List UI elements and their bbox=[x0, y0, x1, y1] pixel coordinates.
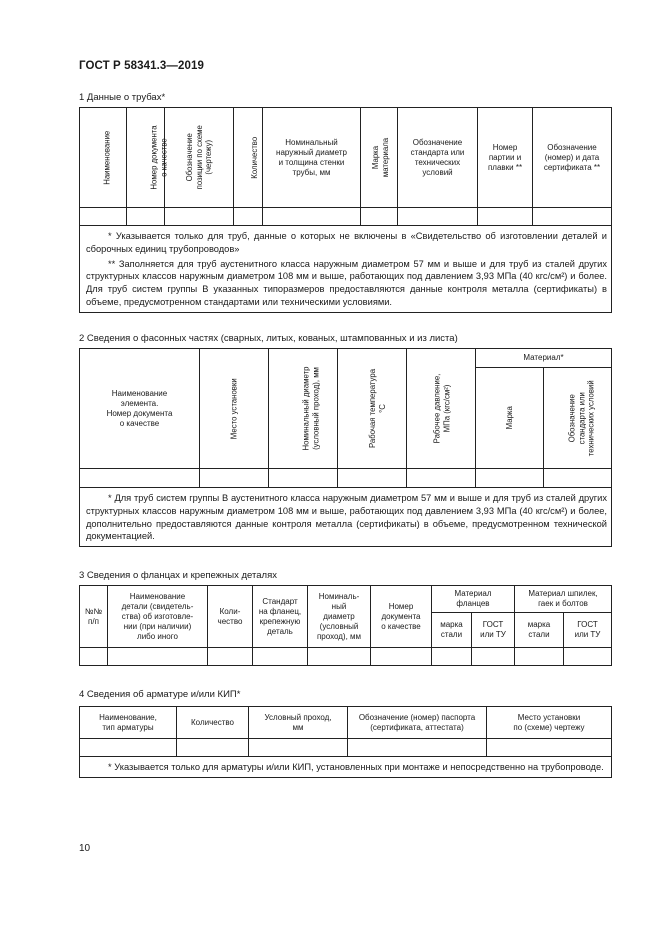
col-diameter-header: Номинальный наружный диаметр и толщина стенки трубы, мм bbox=[263, 108, 361, 208]
col-place-header: Место установки bbox=[200, 349, 269, 469]
footnote-1: * Указывается только для труб, данные о которых не включены в «Свидетельство об изготовлении деталей и сборочных единиц трубопроводов» bbox=[86, 231, 607, 254]
col-nominal-bore-header: Условный проход, мм bbox=[249, 707, 348, 739]
col-batch-header: Номер партии и плавки ** bbox=[478, 108, 533, 208]
col-material-header: Марка материала bbox=[361, 108, 398, 208]
footnote: * Указывается только для арматуры и/или КИП, установленных при монтаже и непосредственно на трубопроводе. bbox=[108, 762, 604, 772]
col-position-header: Обозначение позиции по схеме (чертежу) bbox=[165, 108, 234, 208]
pipes-table bbox=[79, 107, 612, 313]
col-element-name-header: Наименование элемента. Номер документа о качестве bbox=[80, 349, 200, 469]
col-material-group-header: Материал* bbox=[476, 349, 612, 368]
section4-notes bbox=[80, 757, 612, 778]
col-diameter-header: Номинальный диаметр (условный проход), мм bbox=[269, 349, 338, 469]
col-quantity-header: Количество bbox=[234, 108, 263, 208]
col-standard-header: Обозначение стандарта или технических условий bbox=[398, 108, 478, 208]
col-grade-header: Марка bbox=[476, 368, 544, 469]
table-row bbox=[80, 739, 612, 757]
col-quality-doc-header: Номер документа о качестве bbox=[371, 586, 432, 648]
table-row bbox=[80, 208, 612, 226]
col-diameter-header: Номиналь- ный диаметр (условный проход), мм bbox=[308, 586, 371, 648]
section2-title: 2 Сведения о фасонных частях (сварных, литых, кованых, штампованных и из листа) bbox=[79, 333, 458, 344]
section2-notes bbox=[80, 488, 612, 547]
fittings-table bbox=[79, 348, 612, 547]
section1-title: 1 Данные о трубах* bbox=[79, 92, 166, 103]
col-fastener-gost-header: ГОСТ или ТУ bbox=[564, 613, 612, 648]
col-standard-header: Стандарт на фланец, крепежную деталь bbox=[253, 586, 308, 648]
col-install-place-header: Место установки по (схеме) чертежу bbox=[487, 707, 612, 739]
col-certificate-header: Обозначение (номер) и дата сертификата ** bbox=[533, 108, 612, 208]
page-number: 10 bbox=[79, 843, 91, 854]
col-name-header: Наименование bbox=[80, 108, 127, 208]
col-quantity-header: Количество bbox=[177, 707, 249, 739]
section3-title: 3 Сведения о фланцах и крепежных деталях bbox=[79, 570, 277, 581]
col-quantity-header: Коли- чество bbox=[208, 586, 253, 648]
footnote: * Для труб систем группы В аустенитного класса наружным диаметром 57 мм и выше и для труб из сталей других структурных классов наружным диаметром 108 мм и выше, работающих под давлением 3,93 МПа (40 кгс/см²) и более, дополнительно предоставляются данные контроля металла (сертификаты) в объеме, предусмотренном технической документацией. bbox=[86, 493, 608, 542]
col-fastener-steel-header: марка стали bbox=[515, 613, 564, 648]
table-row bbox=[80, 469, 612, 488]
fittings-kip-table bbox=[79, 706, 612, 778]
flanges-table bbox=[79, 585, 612, 666]
col-fastener-material-header: Материал шпилек, гаек и болтов bbox=[515, 586, 612, 613]
col-pressure-header: Рабочее давление, МПа (кгс/см²) bbox=[407, 349, 476, 469]
col-flange-steel-header: марка стали bbox=[432, 613, 472, 648]
table-row bbox=[80, 648, 612, 666]
section4-title: 4 Сведения об арматуре и/или КИП* bbox=[79, 689, 241, 700]
col-flange-gost-header: ГОСТ или ТУ bbox=[472, 613, 515, 648]
section1-notes bbox=[80, 226, 612, 313]
footnote-2: ** Заполняется для труб аустенитного класса наружным диаметром 57 мм и выше и для труб из сталей других структурных классов наружным диаметром 108 мм и выше, работающих под давлением 3,93 МПа (40 кгс/см²) и более. Для труб систем группы В указанных типоразмеров предоставляются данные контроля металла (сертификаты) в объеме, предусмотренном стандартами или техническими условиями. bbox=[86, 258, 607, 308]
col-standard-header: Обозначение стандарта или технических условий bbox=[544, 368, 612, 469]
col-part-name-header: Наименование детали (свидетель- ства) об изготовле- нии (при наличии) либо иного bbox=[108, 586, 208, 648]
col-number-header: №№ п/п bbox=[80, 586, 108, 648]
col-temperature-header: Рабочая температура °С bbox=[338, 349, 407, 469]
col-quality-doc-header: Номер документа о качестве bbox=[127, 108, 165, 208]
document-title: ГОСТ Р 58341.3—2019 bbox=[79, 60, 204, 72]
col-fitting-name-header: Наименование, тип арматуры bbox=[80, 707, 177, 739]
col-flange-material-header: Материал фланцев bbox=[432, 586, 515, 613]
col-passport-header: Обозначение (номер) паспорта (сертификата, аттестата) bbox=[348, 707, 487, 739]
